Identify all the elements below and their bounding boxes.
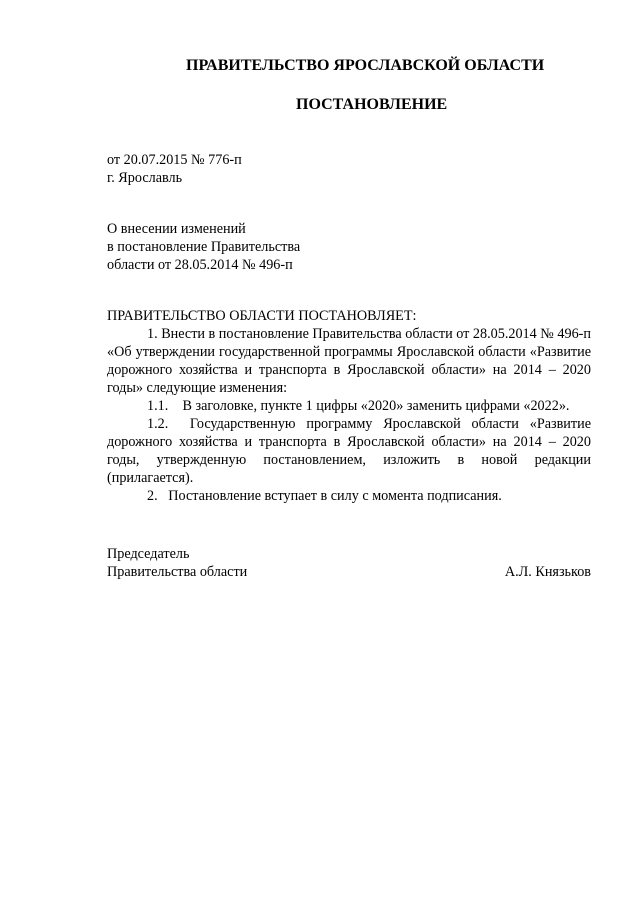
signature-block — [107, 545, 591, 581]
signer-position-line1: Председатель — [107, 546, 190, 562]
decree-label: ПРАВИТЕЛЬСТВО ОБЛАСТИ ПОСТАНОВЛЯЕТ: — [107, 308, 417, 324]
date-number-block — [107, 151, 591, 187]
government-title: ПРАВИТЕЛЬСТВО ЯРОСЛАВСКОЙ ОБЛАСТИ — [186, 57, 545, 74]
signer-row — [107, 563, 591, 581]
subject-block — [107, 220, 591, 274]
subject-line: области от 28.05.2014 № 496-п — [107, 257, 293, 273]
city-name: г. Ярославль — [107, 170, 183, 186]
signer-position-line2: Правительства области — [107, 564, 248, 580]
subject-line: в постановление Правительства — [107, 239, 301, 255]
decree-item-1-1: 1.1. В заголовке, пункте 1 цифры «2020» заменить цифрами «2022». — [147, 398, 570, 414]
decree-item-2: 2. Постановление вступает в силу с момента подписания. — [147, 488, 502, 504]
decree-body — [107, 325, 591, 505]
decree-item-1: 1. Внести в постановление Правительства области от 28.05.2014 № 496-п «Об утверждении государственной программы Ярославской области «Развитие дорожного хозяйства и транспорта в Ярославской области» на 2014 – 2020 годы» следующие изменения: — [107, 326, 591, 396]
decree-item-1-2: 1.2. Государственную программу Ярославской области «Развитие дорожного хозяйства и транспорта в Ярославской области» на 2014 – 2020 годы, утвержденную постановлением, изложить в новой редакции (прилагается). — [107, 416, 591, 486]
document-type-title: ПОСТАНОВЛЕНИЕ — [296, 96, 448, 113]
date-and-number: от 20.07.2015 № 776-п — [107, 152, 242, 168]
signer-name: А.Л. Князьков — [504, 564, 591, 580]
subject-line: О внесении изменений — [107, 221, 246, 237]
